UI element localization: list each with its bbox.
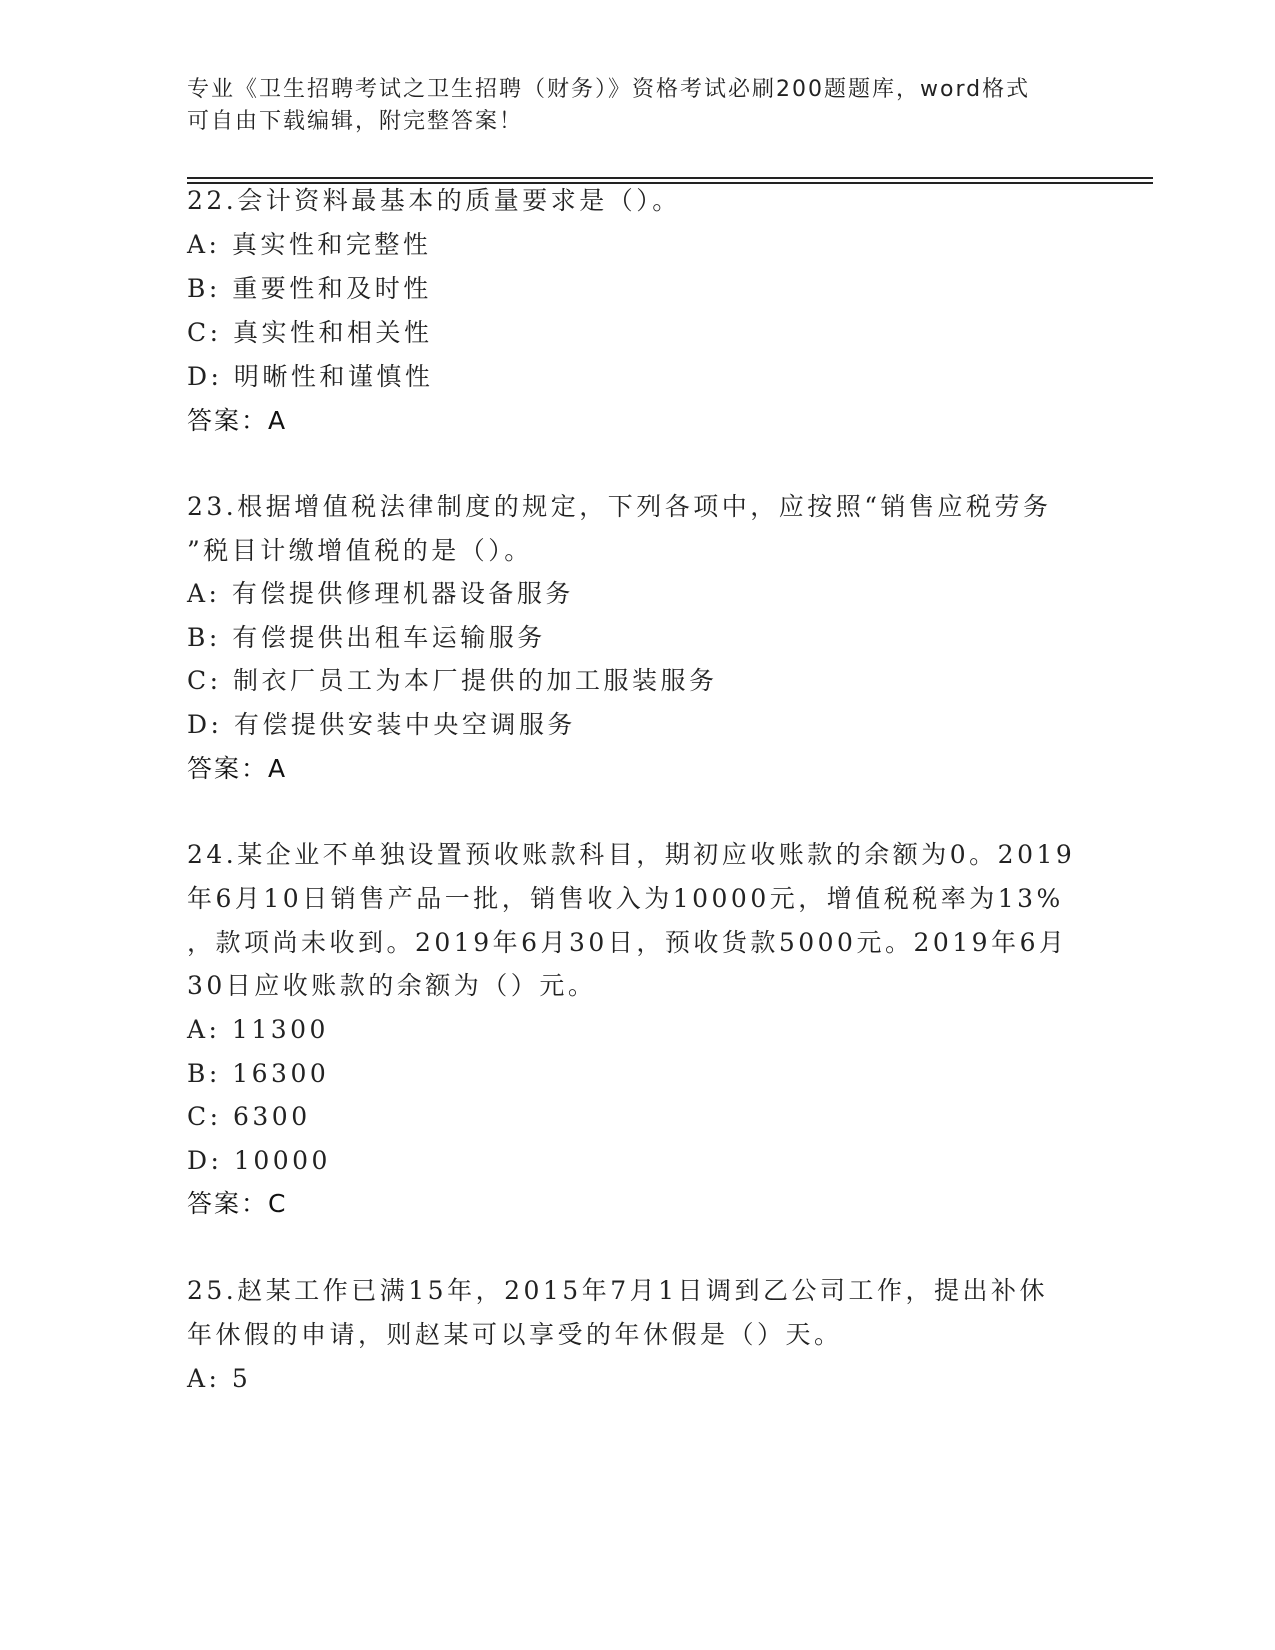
question-23-option-d: D: 有偿提供安装中央空调服务 <box>187 710 576 739</box>
question-23-option-a: A: 有偿提供修理机器设备服务 <box>187 579 574 608</box>
question-25-option-a: A: 5 <box>187 1364 252 1393</box>
question-23-option-c: C: 制衣厂员工为本厂提供的加工服装服务 <box>187 666 718 695</box>
header-line-1: 专业《卫生招聘考试之卫生招聘（财务）》资格考试必刷200题题库，word格式 <box>187 77 1031 102</box>
question-23-answer: 答案：A <box>187 754 288 783</box>
question-24-option-d: D: 10000 <box>187 1146 331 1175</box>
header-line-2: 可自由下载编辑，附完整答案！ <box>187 109 524 134</box>
question-24-option-b: B: 16300 <box>187 1059 330 1088</box>
question-22-answer: 答案：A <box>187 406 288 435</box>
question-22-option-a: A: 真实性和完整性 <box>187 230 432 259</box>
question-24-stem-line-2: 年6月10日销售产品一批，销售收入为10000元，增值税税率为13% <box>187 884 1064 913</box>
question-25-stem-line-1: 25.赵某工作已满15年，2015年7月1日调到乙公司工作，提出补休 <box>187 1276 1049 1305</box>
question-24-stem-line-3: ，款项尚未收到。2019年6月30日，预收货款5000元。2019年6月 <box>187 928 1068 957</box>
question-23-option-b: B: 有偿提供出租车运输服务 <box>187 623 546 652</box>
question-24-option-c: C: 6300 <box>187 1102 311 1131</box>
question-22-option-b: B: 重要性和及时性 <box>187 274 432 303</box>
question-24-answer: 答案：C <box>187 1189 288 1218</box>
header-divider-top <box>187 177 1153 179</box>
question-25-stem-line-2: 年休假的申请，则赵某可以享受的年休假是（）天。 <box>187 1320 843 1349</box>
question-24-option-a: A: 11300 <box>187 1015 329 1044</box>
document-header <box>187 74 1067 138</box>
question-22-option-c: C: 真实性和相关性 <box>187 318 433 347</box>
question-23-stem-line-2: ”税目计缴增值税的是（）。 <box>187 536 533 565</box>
question-22-option-d: D: 明晰性和谨慎性 <box>187 362 434 391</box>
question-24-stem-line-1: 24.某企业不单独设置预收账款科目，期初应收账款的余额为0。2019 <box>187 840 1076 869</box>
question-23-stem-line-1: 23.根据增值税法律制度的规定，下列各项中，应按照“销售应税劳务 <box>187 492 1052 521</box>
question-24-stem-line-4: 30日应收账款的余额为（）元。 <box>187 971 597 1000</box>
question-22-stem-line-1: 22.会计资料最基本的质量要求是（）。 <box>187 186 681 215</box>
